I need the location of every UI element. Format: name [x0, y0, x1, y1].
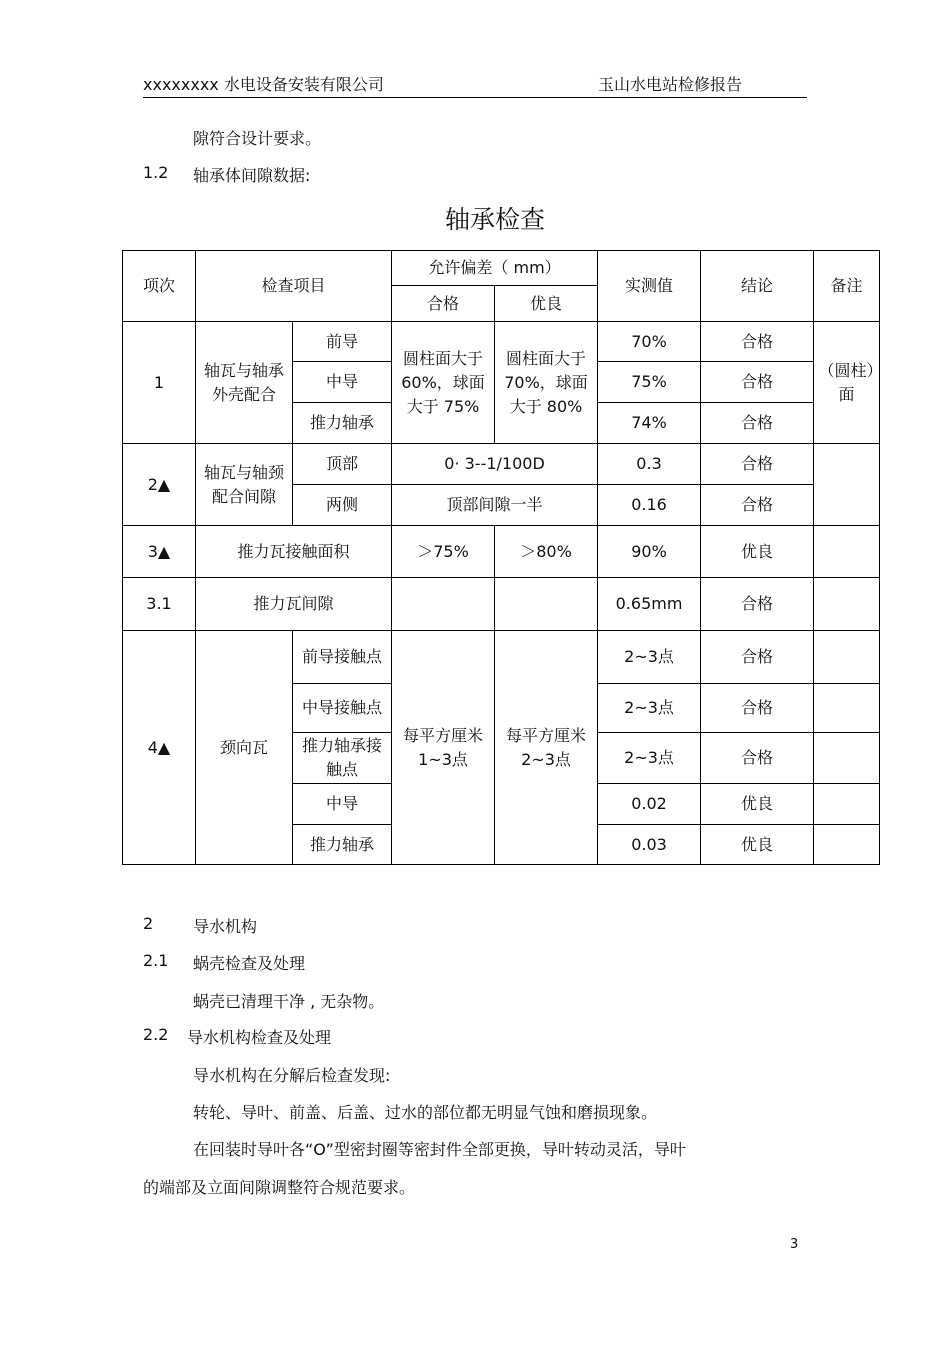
- row4-measured: 2~3点: [598, 733, 701, 784]
- row4-remark: [814, 825, 880, 865]
- row2-conclusion: 合格: [701, 485, 814, 526]
- row31-conclusion: 合格: [701, 578, 814, 631]
- row4-conclusion: 合格: [701, 733, 814, 784]
- row1-good-std: 圆柱面大于 70%，球面大于 80%: [495, 322, 598, 444]
- row4-remark: [814, 784, 880, 825]
- row1-measured: 74%: [598, 403, 701, 444]
- row1-sub-name: 中导: [293, 362, 392, 403]
- header-tolerance: 允许偏差（ mm）: [392, 251, 598, 286]
- header-good: 优良: [495, 286, 598, 322]
- row4-measured: 0.03: [598, 825, 701, 865]
- row4-remark: [814, 733, 880, 784]
- row1-conclusion: 合格: [701, 322, 814, 362]
- row4-conclusion: 优良: [701, 784, 814, 825]
- row3-no: 3▲: [123, 526, 196, 578]
- header-item-no: 项次: [123, 251, 196, 322]
- row31-good-std: [495, 578, 598, 631]
- header-remark: 备注: [814, 251, 880, 322]
- row31-remark: [814, 578, 880, 631]
- row1-sub-name: 推力轴承: [293, 403, 392, 444]
- row4-good-std: 每平方厘米 2~3点: [495, 631, 598, 865]
- table-row: [123, 526, 880, 578]
- header-company: xxxxxxxx 水电设备安装有限公司: [143, 75, 384, 94]
- paragraph: 的端部及立面间隙调整符合规范要求。: [143, 1178, 416, 1197]
- paragraph: 蜗壳已清理干净 , 无杂物。: [193, 992, 385, 1011]
- row1-remark: （圆柱）面: [814, 322, 880, 444]
- table-row: [123, 444, 880, 485]
- section-2-number: 2: [143, 914, 154, 933]
- section-2-1-number: 2.1: [143, 951, 169, 970]
- row3-conclusion: 优良: [701, 526, 814, 578]
- row2-sub-name: 两侧: [293, 485, 392, 526]
- section-1-2-title: 轴承体间隙数据:: [193, 166, 311, 185]
- row1-pass-std: 圆柱面大于 60%，球面大于 75%: [392, 322, 495, 444]
- row3-pass-std: ＞75%: [392, 526, 495, 578]
- row4-measured: 0.02: [598, 784, 701, 825]
- row4-pass-std: 每平方厘米 1~3点: [392, 631, 495, 865]
- row1-measured: 75%: [598, 362, 701, 403]
- header-rule: [143, 97, 807, 98]
- row2-remark: [814, 444, 880, 526]
- bearing-check-table: [122, 250, 880, 865]
- row1-no: 1: [123, 322, 196, 444]
- row1-measured: 70%: [598, 322, 701, 362]
- intro-line: 隙符合设计要求。: [193, 129, 322, 148]
- section-2-1-title: 蜗壳检查及处理: [193, 954, 306, 973]
- row2-measured: 0.3: [598, 444, 701, 485]
- page-number: 3: [790, 1237, 799, 1252]
- row2-measured: 0.16: [598, 485, 701, 526]
- header-conclusion: 结论: [701, 251, 814, 322]
- row31-no: 3.1: [123, 578, 196, 631]
- row2-sub-name: 顶部: [293, 444, 392, 485]
- row3-remark: [814, 526, 880, 578]
- section-2-2-number: 2.2: [143, 1025, 169, 1044]
- row4-measured: 2~3点: [598, 684, 701, 733]
- row4-no: 4▲: [123, 631, 196, 865]
- row2-conclusion: 合格: [701, 444, 814, 485]
- row1-sub-name: 前导: [293, 322, 392, 362]
- row1-conclusion: 合格: [701, 403, 814, 444]
- row4-sub-name: 中导: [293, 784, 392, 825]
- row2-item: 轴瓦与轴颈配合间隙: [196, 444, 293, 526]
- row4-conclusion: 合格: [701, 684, 814, 733]
- header-pass: 合格: [392, 286, 495, 322]
- row3-good-std: ＞80%: [495, 526, 598, 578]
- table-row: [123, 578, 880, 631]
- row4-conclusion: 优良: [701, 825, 814, 865]
- section-2-title: 导水机构: [193, 917, 258, 936]
- row4-item: 颈向瓦: [196, 631, 293, 865]
- row4-sub-name: 推力轴承: [293, 825, 392, 865]
- row4-sub-name: 前导接触点: [293, 631, 392, 684]
- section-2-2-title: 导水机构检查及处理: [187, 1028, 332, 1047]
- row31-measured: 0.65mm: [598, 578, 701, 631]
- row4-sub-name: 中导接触点: [293, 684, 392, 733]
- row2-std: 顶部间隙一半: [392, 485, 598, 526]
- row4-conclusion: 合格: [701, 631, 814, 684]
- row3-measured: 90%: [598, 526, 701, 578]
- row1-conclusion: 合格: [701, 362, 814, 403]
- paragraph: 导水机构在分解后检查发现:: [193, 1066, 391, 1085]
- row2-no: 2▲: [123, 444, 196, 526]
- paragraph: 在回装时导叶各“O”型密封圈等密封件全部更换，导叶转动灵活，导叶: [193, 1140, 686, 1159]
- row2-std: 0· 3--1/100D: [392, 444, 598, 485]
- row1-item: 轴瓦与轴承外壳配合: [196, 322, 293, 444]
- header-report-title: 玉山水电站检修报告: [598, 75, 743, 94]
- table-header-row: [123, 251, 880, 286]
- section-1-2-number: 1.2: [143, 163, 169, 182]
- paragraph: 转轮、导叶、前盖、后盖、过水的部位都无明显气蚀和磨损现象。: [193, 1103, 658, 1122]
- row4-sub-name: 推力轴承接触点: [293, 733, 392, 784]
- row3-item: 推力瓦接触面积: [196, 526, 392, 578]
- table-row: [123, 322, 880, 362]
- row4-remark: [814, 684, 880, 733]
- row4-measured: 2~3点: [598, 631, 701, 684]
- row31-pass-std: [392, 578, 495, 631]
- row4-remark: [814, 631, 880, 684]
- header-measured: 实测值: [598, 251, 701, 322]
- row31-item: 推力瓦间隙: [196, 578, 392, 631]
- table-title: 轴承检查: [444, 205, 545, 234]
- table-row: [123, 631, 880, 684]
- header-check-item: 检查项目: [196, 251, 392, 322]
